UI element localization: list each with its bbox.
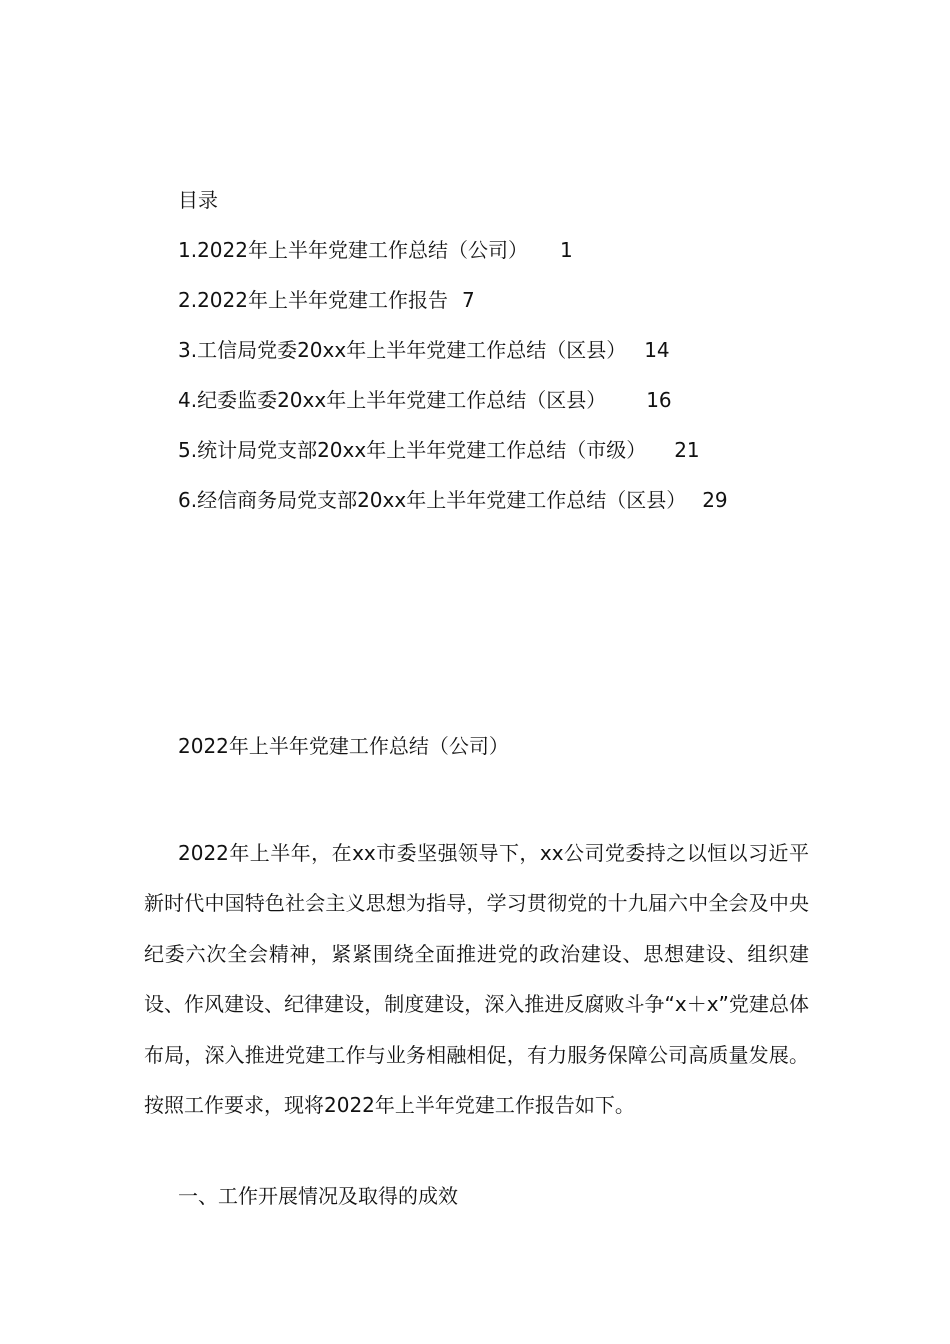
toc-entry[interactable]	[178, 232, 898, 268]
toc-title: 目录	[178, 188, 218, 212]
toc-entry-text: 5.统计局党支部20xx年上半年党建工作总结（市级）	[178, 438, 647, 462]
toc-entry-text: 2.2022年上半年党建工作报告	[178, 288, 448, 312]
document-title: 2022年上半年党建工作总结（公司）	[178, 734, 509, 758]
toc-entry-page-number: 29	[702, 488, 728, 512]
table-of-contents	[178, 182, 898, 532]
toc-entry-page-number: 1	[559, 238, 573, 262]
toc-entry-page-number: 14	[644, 338, 670, 362]
section-heading: 一、工作开展情况及取得的成效	[178, 1184, 458, 1208]
toc-entry[interactable]	[178, 432, 898, 468]
toc-entry-text: 3.工信局党委20xx年上半年党建工作总结（区县）	[178, 338, 627, 362]
toc-entry[interactable]	[178, 332, 898, 368]
toc-entry[interactable]	[178, 482, 898, 518]
toc-entry-page-number: 7	[461, 288, 475, 312]
toc-entry[interactable]	[178, 382, 898, 418]
toc-entry-page-number: 21	[674, 438, 700, 462]
body-paragraph: 2022年上半年，在xx市委坚强领导下，xx公司党委持之以恒以习近平新时代中国特色社会主义思想为指导，学习贯彻党的十九届六中全会及中央纪委六次全会精神，紧紧围绕全面推进党的政治建设、思想建设、组织建设、作风建设、纪律建设，制度建设，深入推进反腐败斗争“x＋x”党建总体布局，深入推进党建工作与业务相融相促，有力服务保障公司高质量发展。按照工作要求，现将2022年上半年党建工作报告如下。	[144, 841, 809, 1118]
toc-entry-text: 4.纪委监委20xx年上半年党建工作总结（区县）	[178, 388, 607, 412]
toc-entry-page-number: 16	[646, 388, 672, 412]
toc-entry[interactable]	[178, 282, 898, 318]
toc-entry-text: 1.2022年上半年党建工作总结（公司）	[178, 238, 528, 262]
toc-list	[178, 232, 898, 518]
toc-entry-text: 6.经信商务局党支部20xx年上半年党建工作总结（区县）	[178, 488, 687, 512]
